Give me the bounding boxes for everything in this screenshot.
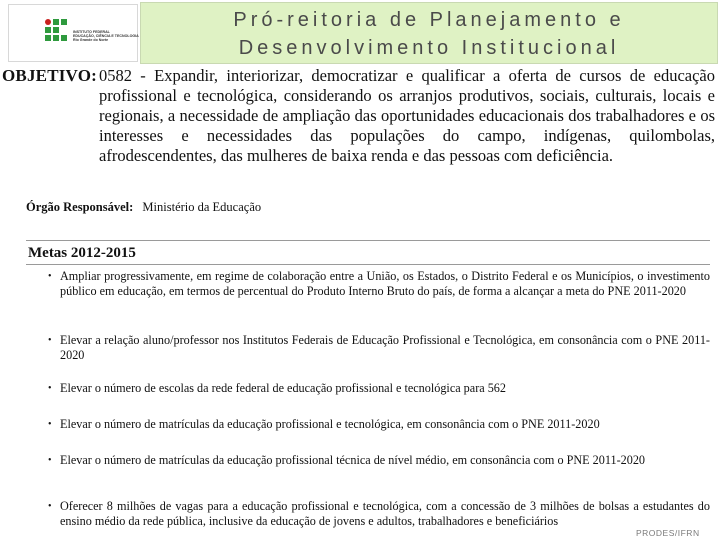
header	[0, 0, 720, 66]
bullet: •	[48, 455, 52, 466]
bullet: •	[48, 501, 52, 512]
bullet: •	[48, 335, 52, 346]
logo-mark-icon	[45, 19, 69, 43]
page-title-banner	[140, 2, 718, 64]
divider	[26, 264, 710, 265]
responsible-body-label: Órgão Responsável:	[26, 200, 134, 214]
goal-item: Elevar o número de matrículas da educação profissional e tecnológica, em consonância com o PNE 2011-2020	[60, 417, 600, 431]
bullet: •	[48, 271, 52, 282]
page-title-line-2: Desenvolvimento Institucional	[238, 37, 620, 59]
responsible-body	[26, 200, 261, 215]
responsible-body-value: Ministério da Educação	[142, 200, 262, 214]
page-title-line-1: Pró-reitoria de Planejamento e	[233, 9, 625, 31]
objective-text: 0582 - Expandir, interiorizar, democratizar e qualificar a oferta de cursos de educação profissional e tecnológica, considerando os arranjos produtivos, sociais, culturais, locais e regionais, a necessidade de ampliação das oportunidades educacionais dos trabalhadores e os interesses e necessidades das populações do campo, indígenas, quilombolas, afrodescendentes, das mulheres de baixa renda e das pessoas com deficiência.	[99, 66, 715, 165]
footer-note: PRODES/IFRN	[636, 528, 700, 538]
logo-text: INSTITUTO FEDERAL EDUCAÇÃO, CIÊNCIA E TECNOLOGIA Rio Grande do Norte	[73, 30, 139, 43]
divider	[26, 240, 710, 241]
goal-item: Elevar o número de matrículas da educação profissional técnica de nível médio, em consonância com o PNE 2011-2020	[60, 453, 646, 467]
objective-label: OBJETIVO:	[2, 66, 97, 85]
goal-item: Ampliar progressivamente, em regime de colaboração entre a União, os Estados, o Distrito Federal e os Municípios, o investimento público em educação, em termos de percentual do Produto Interno Bruto do país, de forma a alcançar a meta do PNE 2011-2020	[60, 269, 710, 298]
goals-heading: Metas 2012-2015	[28, 245, 136, 261]
bullet: •	[48, 383, 52, 394]
goal-item: Oferecer 8 milhões de vagas para a educação profissional e tecnológica, com a concessão de 3 milhões de bolsas a estudantes do ensino médio da rede pública, inclusive da educação de jovens e adultos, trabalhadores e beneficiários	[60, 499, 710, 528]
goal-item: Elevar a relação aluno/professor nos Institutos Federais de Educação Profissional e Tecnológica, em consonância com o PNE 2011-2020	[60, 333, 710, 362]
institution-logo	[8, 4, 138, 62]
goal-item: Elevar o número de escolas da rede federal de educação profissional e tecnológica para 562	[60, 381, 506, 395]
bullet: •	[48, 419, 52, 430]
